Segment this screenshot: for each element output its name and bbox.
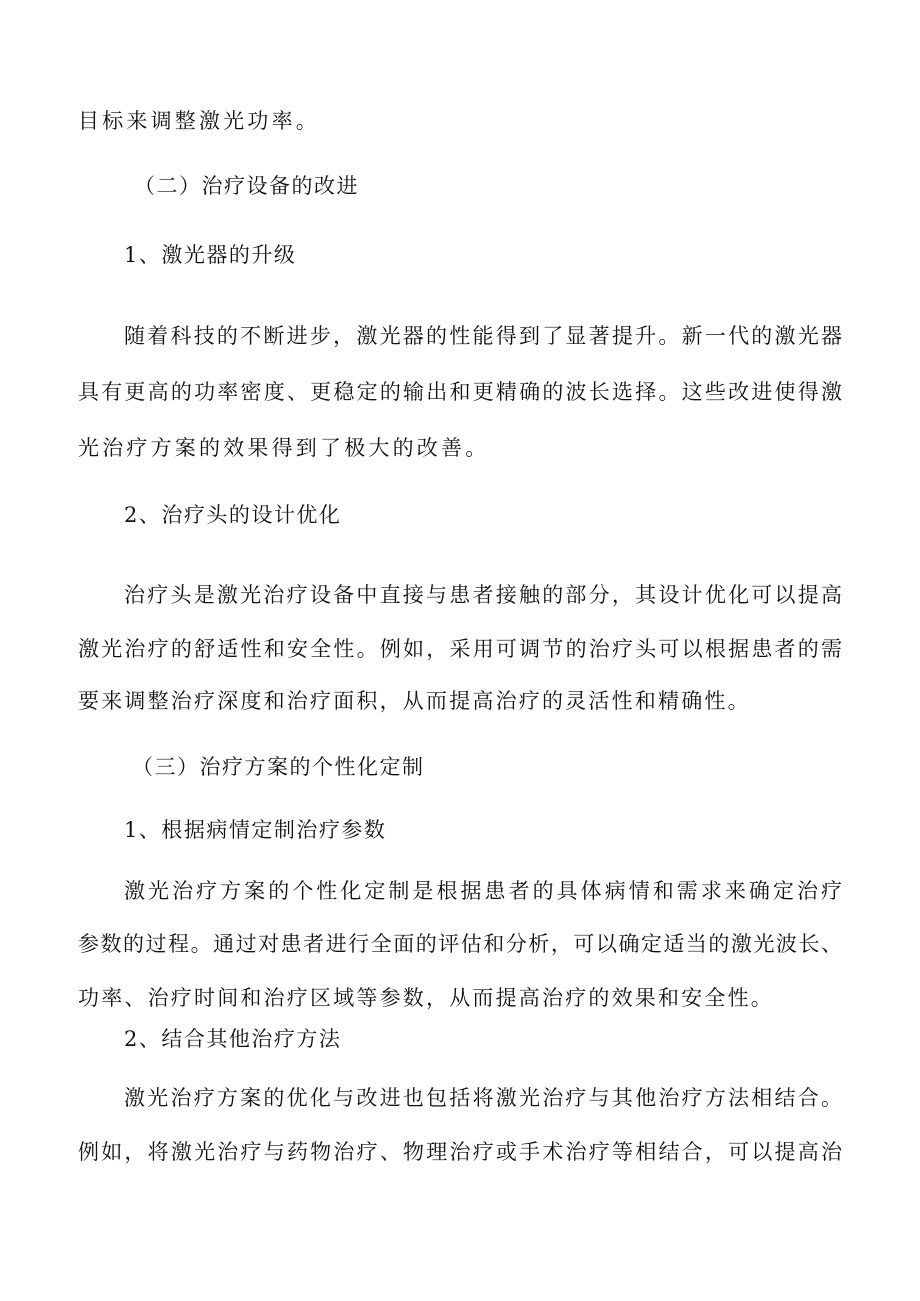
section-heading-2: （二）治疗设备的改进 [134, 174, 359, 198]
paragraph-line: 治疗头是激光治疗设备中直接与患者接触的部分，其设计优化可以提高 [124, 583, 842, 607]
paragraph-line: 随着科技的不断进步，激光器的性能得到了显著提升。新一代的激光器 [124, 324, 842, 348]
paragraph-line: 参数的过程。通过对患者进行全面的评估和分析，可以确定适当的激光波长、 [78, 932, 842, 956]
paragraph-line: 要来调整治疗深度和治疗面积，从而提高治疗的灵活性和精确性。 [78, 689, 751, 713]
paragraph-line: 目标来调整激光功率。 [78, 109, 320, 133]
paragraph-line: 功率、治疗时间和治疗区域等参数，从而提高治疗的效果和安全性。 [78, 986, 774, 1010]
section-heading-3: （三）治疗方案的个性化定制 [132, 755, 425, 779]
subsection-heading: 1、激光器的升级 [124, 243, 297, 267]
subsection-heading: 1、根据病情定制治疗参数 [124, 818, 387, 842]
subsection-heading: 2、结合其他治疗方法 [124, 1027, 342, 1051]
paragraph-line: 光治疗方案的效果得到了极大的改善。 [78, 436, 490, 460]
subsection-heading: 2、治疗头的设计优化 [124, 503, 342, 527]
paragraph-line: 激光治疗方案的优化与改进也包括将激光治疗与其他治疗方法相结合。 [124, 1086, 842, 1110]
paragraph-line: 激光治疗的舒适性和安全性。例如，采用可调节的治疗头可以根据患者的需 [78, 637, 842, 661]
paragraph-line: 具有更高的功率密度、更稳定的输出和更精确的波长选择。这些改进使得激 [78, 380, 842, 404]
paragraph-line: 激光治疗方案的个性化定制是根据患者的具体病情和需求来确定治疗 [124, 879, 842, 903]
paragraph-line: 例如，将激光治疗与药物治疗、物理治疗或手术治疗等相结合，可以提高治 [78, 1140, 842, 1164]
